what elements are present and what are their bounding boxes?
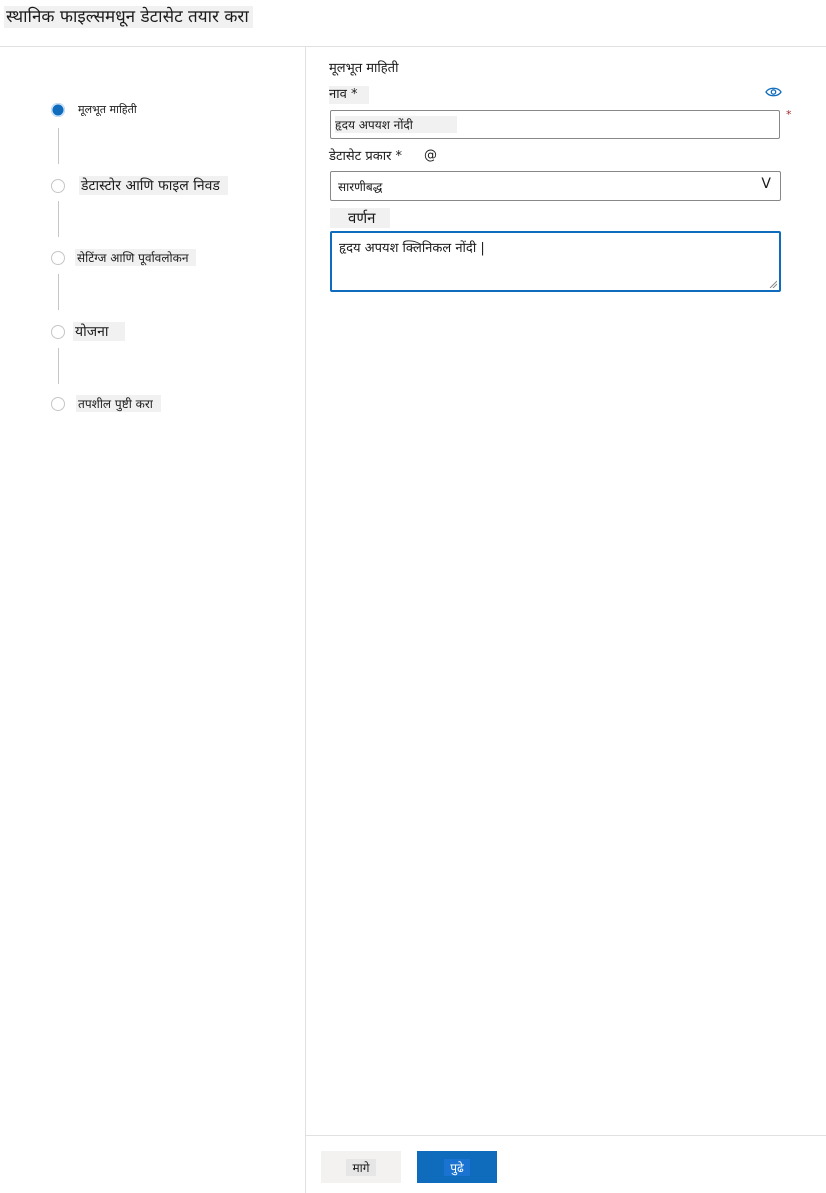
section-title: मूलभूत माहिती	[329, 61, 399, 76]
step-circle-icon	[51, 325, 65, 339]
dataset-type-label: डेटासेट प्रकार *	[329, 149, 403, 164]
step-circle-icon	[51, 397, 65, 411]
step-connector	[58, 128, 59, 164]
eye-icon[interactable]	[765, 86, 782, 98]
step-circle-icon	[51, 251, 65, 265]
back-button[interactable]	[321, 1151, 401, 1183]
step-connector	[58, 274, 59, 310]
description-value: हृदय अपयश क्लिनिकल नोंदी |	[339, 241, 485, 256]
step-settings-preview[interactable]	[51, 249, 196, 266]
chevron-down-icon: V	[761, 176, 771, 192]
step-label: सेटिंग्ज आणि पूर्वावलोकन	[75, 249, 196, 266]
info-icon[interactable]: @	[424, 148, 437, 163]
step-label: मूलभूत माहिती	[78, 103, 137, 116]
next-button-label: पुढे	[444, 1159, 470, 1176]
name-input[interactable]	[330, 110, 780, 139]
footer-divider	[306, 1135, 826, 1136]
name-input-value: हृदय अपयश नोंदी	[335, 116, 457, 133]
next-button[interactable]	[417, 1151, 497, 1183]
step-confirm-details[interactable]	[51, 395, 161, 412]
header-divider	[0, 46, 826, 47]
panel-divider	[305, 47, 306, 1193]
step-circle-icon	[51, 179, 65, 193]
step-connector	[58, 348, 59, 384]
step-connector	[58, 201, 59, 237]
step-basic-info[interactable]	[51, 102, 145, 117]
step-active-icon	[51, 103, 65, 117]
step-schema[interactable]	[51, 322, 125, 341]
step-label: तपशील पुष्टी करा	[76, 395, 161, 412]
description-label: वर्णन	[330, 208, 390, 228]
dataset-type-value: सारणीबद्ध	[338, 179, 383, 194]
name-label: नाव *	[329, 86, 369, 104]
step-label: डेटास्टोर आणि फाइल निवड	[79, 176, 228, 195]
resize-grip-icon[interactable]	[769, 280, 777, 288]
back-button-label: मागे	[346, 1159, 375, 1176]
page-title: स्थानिक फाइल्समधून डेटासेट तयार करा	[4, 6, 253, 28]
step-label: योजना	[73, 322, 125, 341]
dataset-type-select[interactable]	[330, 171, 781, 201]
step-datastore-file-selection[interactable]	[51, 176, 228, 195]
required-marker: *	[786, 108, 792, 121]
description-textarea[interactable]	[330, 231, 781, 292]
